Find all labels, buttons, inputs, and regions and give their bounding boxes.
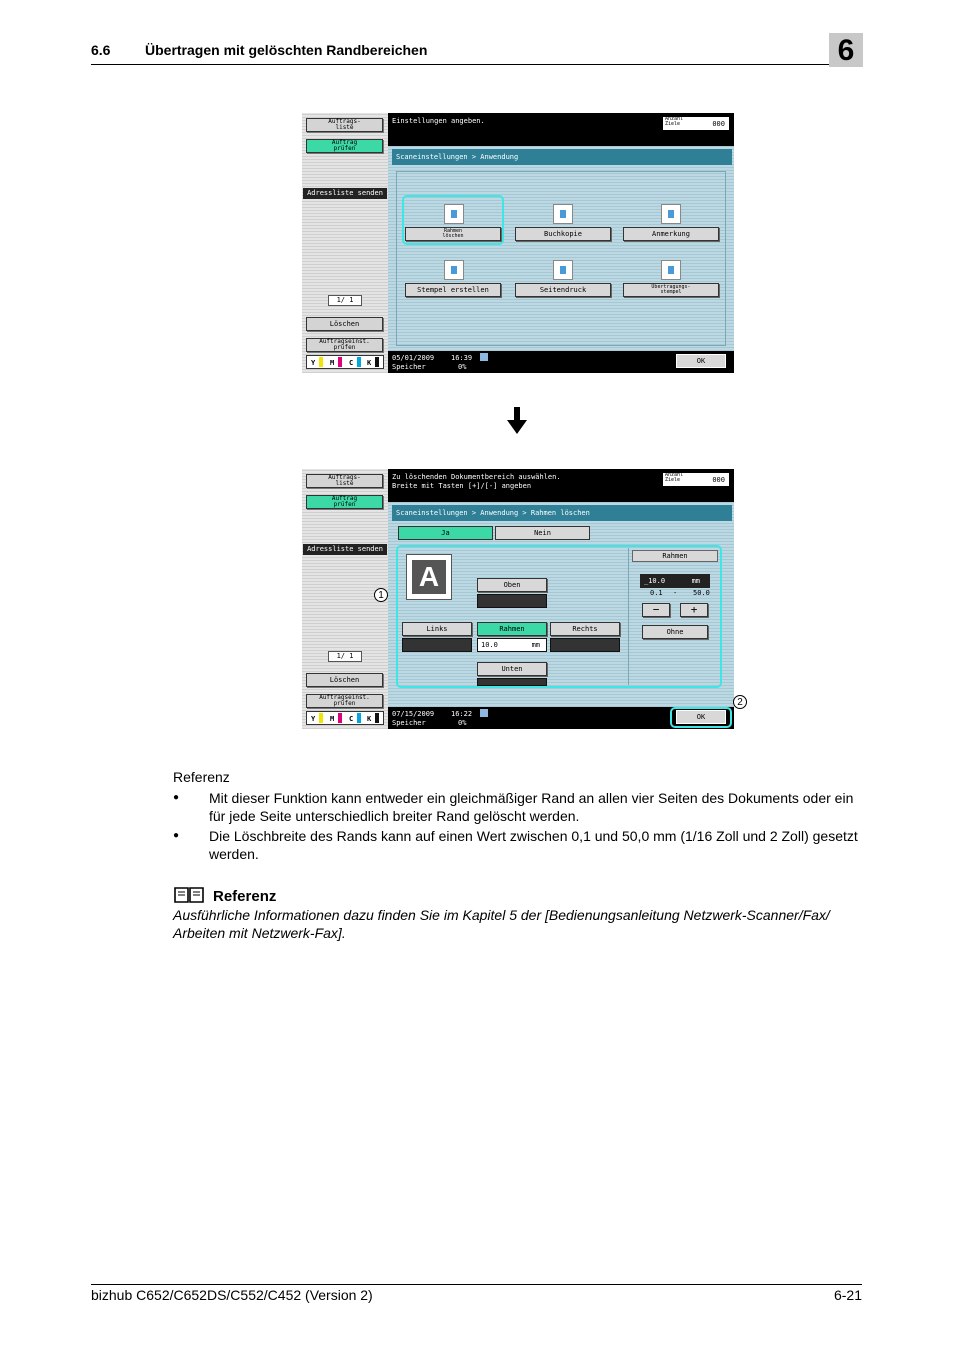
toner-y-label: Y: [311, 715, 316, 723]
footer-product: bizhub C652/C652DS/C552/C452 (Version 2): [91, 1287, 373, 1303]
breadcrumb: Scaneinstellungen > Anwendung: [392, 149, 732, 165]
delete-button[interactable]: Löschen: [306, 317, 383, 331]
create-stamp-button[interactable]: Stempel erstellen: [405, 283, 501, 297]
left-button[interactable]: Links: [402, 622, 472, 636]
sidebar: [302, 113, 388, 373]
minus-button[interactable]: −: [642, 603, 670, 617]
main-panel: [388, 502, 734, 707]
toner-k-swatch: [375, 357, 379, 367]
toner-level-bar: [306, 711, 384, 725]
toner-y-swatch: [319, 357, 323, 367]
memory-label: Speicher: [392, 719, 426, 727]
bullet-1-marker: ●: [173, 792, 180, 803]
destination-label: Anzahl Ziele: [665, 472, 684, 483]
down-arrow-icon: [507, 420, 527, 434]
left-value-field: [402, 638, 472, 652]
screen-message: Einstellungen angeben.: [392, 117, 485, 125]
transmission-stamp-icon: [661, 260, 681, 280]
message-bar: [388, 113, 734, 146]
header-rule: [91, 64, 862, 65]
frame-value: 10.0: [481, 641, 498, 649]
callout-2: 2: [733, 695, 747, 709]
toner-m-label: M: [330, 359, 335, 367]
memory-label: Speicher: [392, 363, 426, 371]
frame-unit: mm: [531, 641, 540, 649]
none-button[interactable]: Ohne: [642, 625, 708, 639]
transmission-stamp-button[interactable]: Übertragungs- stempel: [623, 283, 719, 297]
annotation-icon: [661, 204, 681, 224]
range-separator: -: [673, 589, 678, 597]
memory-value: 0%: [458, 719, 467, 727]
ok-button[interactable]: OK: [676, 354, 726, 368]
job-check-button[interactable]: Auftrag prüfen: [306, 139, 383, 153]
page-indicator: 1/ 1: [328, 651, 362, 662]
reference-label: Referenz: [173, 769, 230, 785]
status-bar: [388, 351, 734, 373]
check-settings-button[interactable]: Auftragseinst. prüfen: [306, 338, 383, 352]
destination-value: 000: [712, 476, 725, 484]
check-settings-button[interactable]: Auftragseinst. prüfen: [306, 694, 383, 708]
right-button[interactable]: Rechts: [550, 622, 620, 636]
toner-m-swatch: [338, 713, 342, 723]
toner-m-swatch: [338, 357, 342, 367]
send-address-label: Adressliste senden: [303, 544, 387, 555]
callout-1: 1: [374, 588, 388, 602]
status-bar: [388, 707, 734, 729]
footer-rule: [91, 1284, 862, 1285]
toner-k-swatch: [375, 713, 379, 723]
destination-counter: [662, 472, 730, 487]
section-title: Übertragen mit gelöschten Randbereichen: [145, 42, 428, 58]
top-value-field: [477, 594, 547, 608]
right-value-field: [550, 638, 620, 652]
frame-erase-icon: [444, 204, 464, 224]
main-panel: [388, 146, 734, 351]
range-min: 0.1: [650, 589, 663, 597]
book-icon: [173, 886, 205, 904]
frame-button[interactable]: Rahmen: [477, 622, 547, 636]
toner-y-label: Y: [311, 359, 316, 367]
down-arrow-stem: [514, 407, 520, 421]
destination-label: Anzahl Ziele: [665, 116, 684, 127]
network-icon: [480, 353, 488, 361]
memory-value: 0%: [458, 363, 467, 371]
toner-m-label: M: [330, 715, 335, 723]
panel-value: _10.0: [644, 577, 666, 585]
toner-c-label: C: [349, 359, 354, 367]
bottom-value-field: [477, 678, 547, 686]
breadcrumb: Scaneinstellungen > Anwendung > Rahmen löschen: [392, 505, 732, 521]
document-letter: A: [412, 560, 446, 594]
toner-k-label: K: [367, 715, 372, 723]
annotation-button[interactable]: Anmerkung: [623, 227, 719, 241]
page-indicator: 1/ 1: [328, 295, 362, 306]
stamp-icon: [444, 260, 464, 280]
page-print-icon: [553, 260, 573, 280]
page-print-button[interactable]: Seitendruck: [515, 283, 611, 297]
destination-counter: [662, 116, 730, 131]
reference-heading: Referenz: [213, 888, 277, 905]
panel-title: Rahmen: [632, 550, 718, 562]
delete-button[interactable]: Löschen: [306, 673, 383, 687]
datetime: 07/15/2009 16:22: [392, 710, 473, 718]
tab-yes[interactable]: Ja: [398, 526, 493, 540]
destination-value: 000: [712, 120, 725, 128]
book-copy-icon: [553, 204, 573, 224]
bullet-1-text: Mit dieser Funktion kann entweder ein gleichmäßiger Rand an allen vier Seiten des Dokuments oder ein für jede Seite unterschiedlich breiter Rand gelöscht werden.: [209, 790, 854, 824]
chapter-number: 6: [829, 33, 863, 67]
top-button[interactable]: Oben: [477, 578, 547, 592]
frame-erase-button[interactable]: Rahmen löschen: [405, 227, 501, 241]
toner-k-label: K: [367, 359, 372, 367]
bottom-button[interactable]: Unten: [477, 662, 547, 676]
book-copy-button[interactable]: Buchkopie: [515, 227, 611, 241]
document-preview: [406, 554, 452, 600]
toner-c-label: C: [349, 715, 354, 723]
screen-message: Zu löschenden Dokumentbereich auswählen. Breite mit Tasten [+]/[-] angeben: [392, 473, 561, 490]
screen-application: [302, 113, 734, 373]
toner-c-swatch: [357, 357, 361, 367]
footer-page-number: 6-21: [833, 1287, 862, 1303]
job-check-button[interactable]: Auftrag prüfen: [306, 495, 383, 509]
ok-button[interactable]: OK: [676, 710, 726, 724]
screen-frame-erase: [302, 469, 734, 729]
send-address-label: Adressliste senden: [303, 188, 387, 199]
job-list-button[interactable]: Auftrags- liste: [306, 118, 383, 132]
frame-value-field: [477, 638, 547, 652]
section-number: 6.6: [91, 42, 111, 58]
bullet-2-marker: ●: [173, 830, 180, 841]
reference-text: Ausführliche Informationen dazu finden Sie im Kapitel 5 der [Bedienungsanleitung Netzwerk-Scanner/Fax/ Arbeiten mit Netzwerk-Fax].: [173, 907, 830, 941]
toner-y-swatch: [319, 713, 323, 723]
job-list-button[interactable]: Auftrags- liste: [306, 474, 383, 488]
toner-level-bar: [306, 355, 384, 369]
range-max: 50.0: [693, 589, 710, 597]
bullet-2-text: Die Löschbreite des Rands kann auf einen Wert zwischen 0,1 und 50,0 mm (1/16 Zoll und 2 Zoll) gesetzt werden.: [209, 828, 858, 862]
network-icon: [480, 709, 488, 717]
message-bar: [388, 469, 734, 502]
toner-c-swatch: [357, 713, 361, 723]
datetime: 05/01/2009 16:39: [392, 354, 473, 362]
tab-no[interactable]: Nein: [495, 526, 590, 540]
panel-value-display: [640, 574, 710, 588]
panel-unit: mm: [691, 577, 700, 585]
plus-button[interactable]: +: [680, 603, 708, 617]
